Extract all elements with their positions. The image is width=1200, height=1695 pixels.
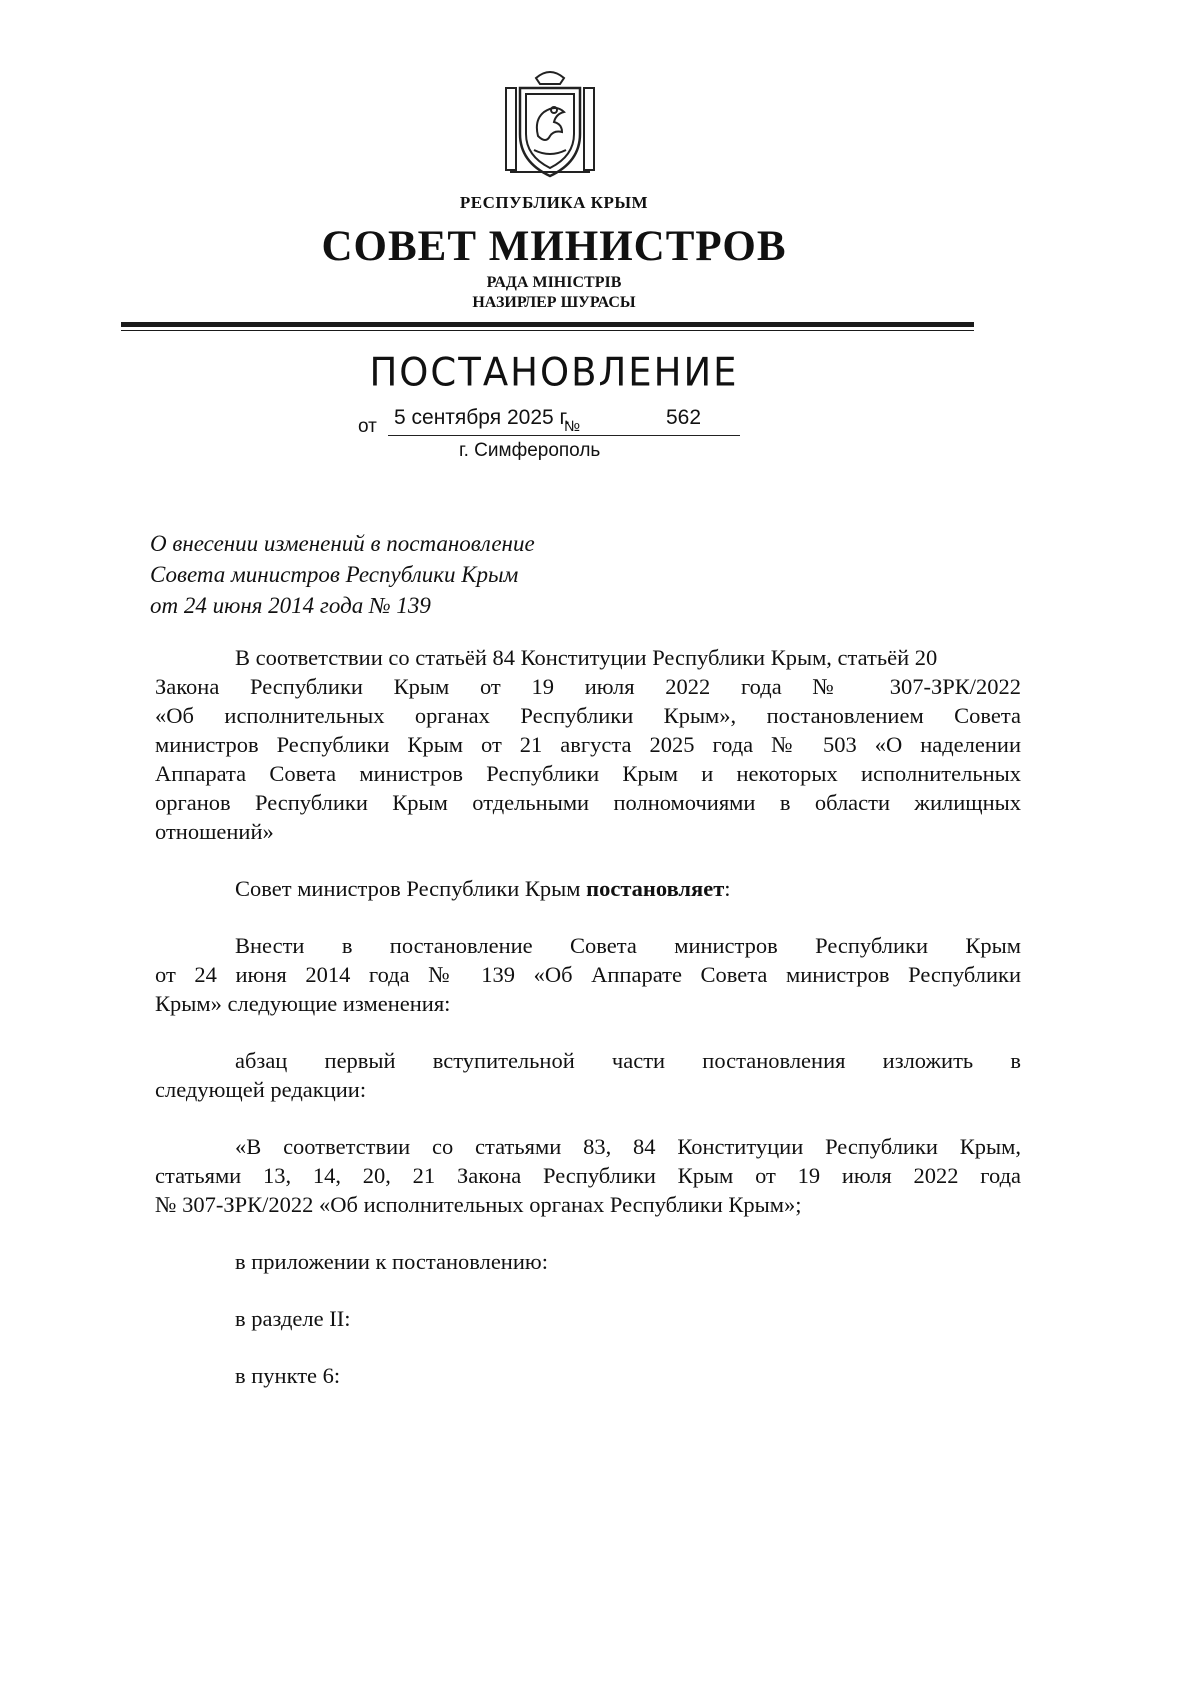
paragraph-line: «Об исполнительных органах Республики Крым», постановлением Совета [155,703,1021,728]
city-name: г. Симферополь [459,440,601,461]
paragraph-line: В соответствии со статьёй 84 Конституции Республики Крым, статьёй 20 [235,645,938,670]
appendix-paragraph: в приложении к постановлению: [235,1249,548,1274]
quoted-text-paragraph [155,1132,1021,1219]
amendment-paragraph [155,931,1021,1018]
paragraph-line: абзац первый вступительной части постановления изложить в [235,1048,1021,1073]
council-name-crimean-tatar: НАЗИРЛЕР ШУРАСЫ [472,294,636,311]
section-paragraph: в разделе II: [235,1306,351,1331]
paragraph-line: № 307-ЗРК/2022 «Об исполнительных органах Республики Крым»; [155,1192,802,1217]
paragraph-line: Аппарата Совета министров Республики Крым и некоторых исполнительных [155,761,1021,786]
date-underline [388,435,740,436]
paragraph-line: от 24 июня 2014 года № 139 «Об Аппарате Совета министров Республики [155,962,1021,987]
preamble-paragraph [155,643,1021,846]
header-rule-thick [121,322,974,327]
paragraph-line: Крым» следующие изменения: [155,991,451,1016]
subject-line: Совета министров Республики Крым [150,562,519,587]
date-number-line [358,404,748,438]
paragraph-line: министров Республики Крым от 21 августа 2025 года № 503 «О наделении [155,732,1021,757]
resolution-keyword: постановляет [586,876,725,901]
paragraph-line: Внести в постановление Совета министров Республики Крым [235,933,1021,958]
subject-line: от 24 июня 2014 года № 139 [150,593,431,618]
council-name-ukrainian: РАДА МІНІСТРІВ [486,274,622,291]
amendment-item-paragraph [155,1046,1021,1104]
decree-subject [150,528,535,621]
coat-of-arms-emblem [498,64,602,182]
resolution-colon: : [724,876,731,901]
item-paragraph: в пункте 6: [235,1363,341,1388]
paragraph-line: «В соответствии со статьями 83, 84 Конституции Республики Крым, [235,1134,1021,1159]
number-sign: № [564,418,581,435]
paragraph-line: следующей редакции: [155,1077,367,1102]
paragraph-line: органов Республики Крым отдельными полномочиями в области жилищных [155,790,1021,815]
resolution-text: Совет министров Республики Крым [235,876,587,901]
date-prefix: от [358,416,377,437]
council-name: СОВЕТ МИНИСТРОВ [321,223,787,270]
decree-title: ПОСТАНОВЛЕНИЕ [369,349,739,396]
resolution-paragraph [155,874,1021,903]
paragraph-line: Закона Республики Крым от 19 июля 2022 года № 307-ЗРК/2022 [155,674,1021,699]
paragraph-line: статьями 13, 14, 20, 21 Закона Республики Крым от 19 июля 2022 года [155,1163,1021,1188]
decree-date: 5 сентября 2025 г. [394,406,571,429]
header-rule-thin [121,330,974,331]
subject-line: О внесении изменений в постановление [150,531,535,556]
paragraph-line: отношений» [155,819,274,844]
decree-number: 562 [666,406,702,429]
republic-name: РЕСПУБЛИКА КРЫМ [459,193,649,212]
decree-body [155,643,1021,1390]
